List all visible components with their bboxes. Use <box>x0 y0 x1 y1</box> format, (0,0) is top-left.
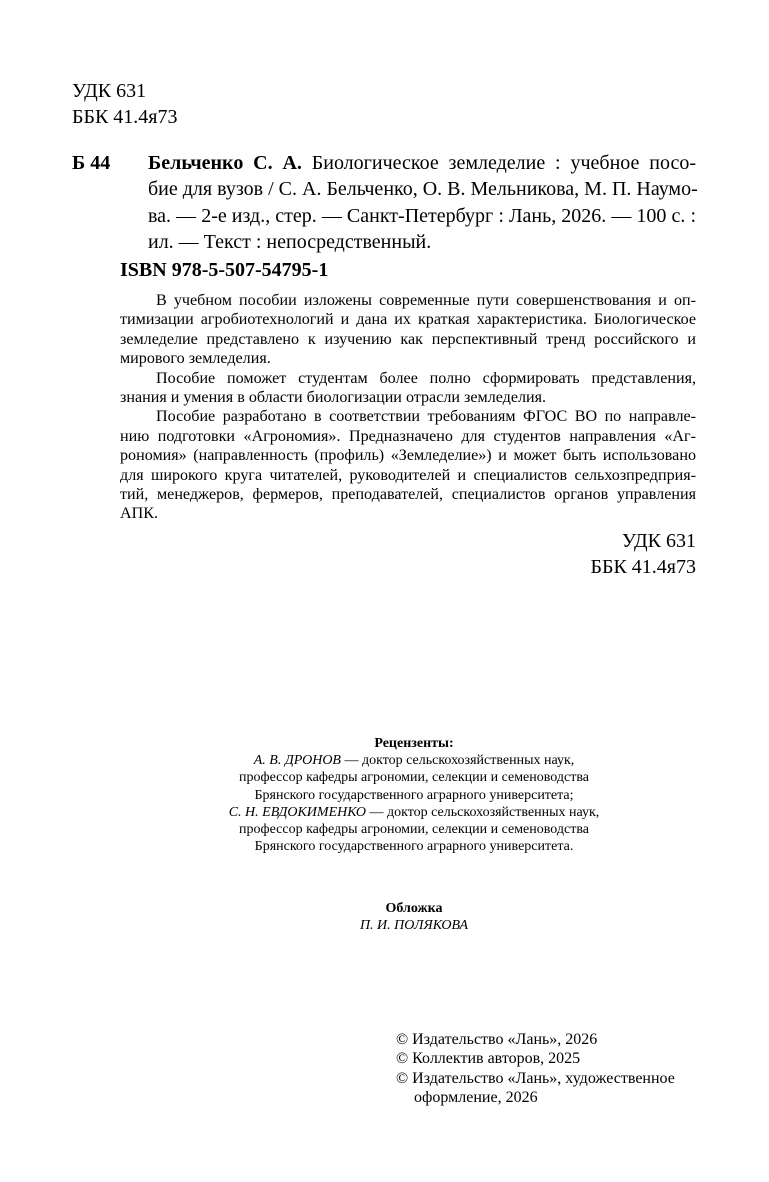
reviewer-2-line: С. Н. ЕВДОКИМЕНКО — доктор сельскохозяйственных наук, <box>228 804 600 820</box>
isbn: ISBN 978-5-507-54795-1 <box>120 259 329 281</box>
bottom-classification <box>590 528 696 580</box>
reviewer-1-position: профессор кафедры агрономии, селекции и семеноводства <box>239 770 589 786</box>
abstract-line: Пособие поможет студентам более полно сформировать представления, <box>156 369 696 387</box>
bib-line-3: ва. — 2-е изд., стер. — Санкт-Петербург : Лань, 2026. — 100 с. : <box>148 204 696 227</box>
abstract-line: земледелие представлено к изучению как перспективный тренд российского и <box>120 330 696 348</box>
abstract-line: тий, менеджеров, фермеров, преподавателей, специалистов органов управления <box>120 486 696 504</box>
reviewer-1-line: А. В. ДРОНОВ — доктор сельскохозяйственных наук, <box>253 753 575 769</box>
copyright-publisher: © Издательство «Лань», 2026 <box>396 1031 598 1048</box>
bibliographic-record <box>148 150 696 255</box>
reviewer-2-university: Брянского государственного аграрного университета. <box>254 839 574 855</box>
reviewer-2-name: С. Н. ЕВДОКИМЕНКО <box>228 804 366 820</box>
abstract-line: рономия» (направленность (профиль) «Земледелие») и может быть использовано <box>120 447 696 465</box>
abstract-line: тимизации агробиотехнологий и дана их краткая характеристика. Биологическое <box>120 311 696 329</box>
abstract-line: Пособие разработано в соответствии требованиям ФГОС ВО по направле- <box>156 408 696 426</box>
bib-line-4: ил. — Текст : непосредственный. <box>148 230 432 253</box>
abstract-line: В учебном пособии изложены современные пути совершенствования и оп- <box>156 292 696 309</box>
cover-credit <box>150 900 678 934</box>
reviewer-1-name: А. В. ДРОНОВ <box>253 753 341 769</box>
top-classification <box>72 78 178 130</box>
copyright-design-cont: оформление, 2026 <box>414 1088 538 1106</box>
cover-artist: П. И. ПОЛЯКОВА <box>359 918 469 934</box>
author-name: Бельченко С. А. <box>148 152 302 174</box>
reviewer-2-position: профессор кафедры агрономии, селекции и семеноводства <box>239 822 589 838</box>
abstract <box>120 291 696 524</box>
reviewer-1-university: Брянского государственного аграрного университета; <box>254 787 574 803</box>
author-sign: Б 44 <box>72 152 111 174</box>
abstract-line: нию подготовки «Агрономия». Предназначено для студентов направления «Аг- <box>120 427 696 445</box>
copyright-design: © Издательство «Лань», художественное <box>396 1069 675 1087</box>
reviewers <box>150 735 678 855</box>
abstract-line: АПК. <box>120 505 159 523</box>
bbk-code: ББК 41.4я73 <box>590 556 696 578</box>
bbk-code: ББК 41.4я73 <box>72 106 178 128</box>
udk-code: УДК 631 <box>72 80 147 102</box>
abstract-line: мирового земледелия. <box>120 350 271 368</box>
abstract-line: знания и умения в области биологизации отрасли земледелия. <box>120 389 547 407</box>
cover-title: Обложка <box>385 901 443 916</box>
copyright-authors: © Коллектив авторов, 2025 <box>396 1050 581 1068</box>
bib-line-2: бие для вузов / С. А. Бельченко, О. В. Мельникова, М. П. Наумо- <box>148 178 698 201</box>
reviewers-title: Рецензенты: <box>374 736 454 751</box>
copyright <box>396 1030 675 1107</box>
abstract-line: для широкого круга читателей, руководителей и специалистов сельхозпредприя- <box>120 466 696 484</box>
bib-line-1: Бельченко С. А. Биологическое земледелие : учебное посо- <box>148 152 696 174</box>
udk-code: УДК 631 <box>621 530 696 552</box>
